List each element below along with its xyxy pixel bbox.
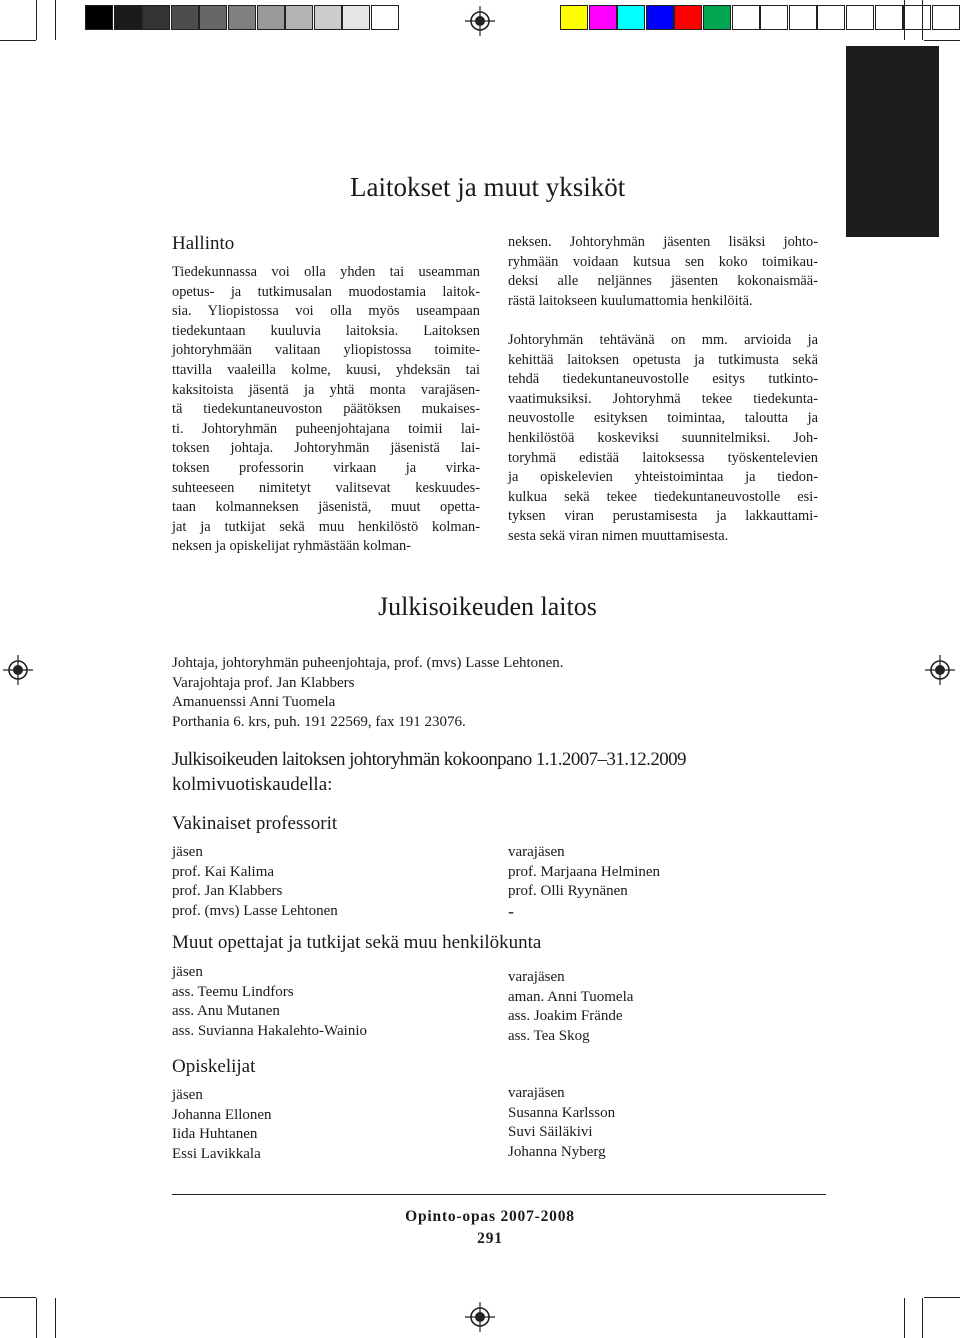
members-label: jäsen xyxy=(172,964,203,980)
deputies-label: varajäsen xyxy=(508,1085,565,1101)
group-professors-deputies xyxy=(508,843,660,922)
member-name: Essi Lavikkala xyxy=(172,1146,261,1163)
page-title: Laitokset ja muut yksiköt xyxy=(350,172,626,202)
board-heading-line-1: Julkisoikeuden laitoksen johtoryhmän kokoonpano 1.1.2007–31.12.2009 xyxy=(172,749,686,770)
registration-mark-icon xyxy=(465,6,495,36)
body-text-line: suhteeseen nimitetyt valitsevat keskuudes- xyxy=(172,479,480,496)
member-name: prof. Jan Klabbers xyxy=(172,883,283,900)
body-text-line: toryhmä edistää laitoksessa työskentelevien xyxy=(508,449,818,466)
group-heading-staff: Muut opettajat ja tutkijat sekä muu henkilökunta xyxy=(172,932,542,953)
body-text-line: sesta sekä viran nimen muuttamisesta. xyxy=(508,527,729,544)
body-text-line: Tiedekunnassa voi olla yhden tai useamman xyxy=(172,264,480,280)
deputy-name: - xyxy=(508,901,514,922)
body-text-line: sia. Yliopistossa voi olla myös useampaan xyxy=(172,303,480,320)
body-text-line: ja opiskelevien yhteistoimintaa ja tiedon- xyxy=(508,469,818,486)
color-swatch xyxy=(560,5,588,30)
hallinto-heading: Hallinto xyxy=(172,233,235,254)
member-name: prof. Kai Kalima xyxy=(172,863,275,880)
crop-mark xyxy=(924,1297,960,1298)
color-swatch xyxy=(875,5,903,30)
footer-publication: Opinto-opas 2007-2008 xyxy=(405,1208,575,1225)
right-column-paragraph-2 xyxy=(508,331,818,547)
deputy-name: Suvi Säiläkivi xyxy=(508,1124,593,1141)
registration-mark-icon xyxy=(925,655,955,685)
color-swatch xyxy=(732,5,760,30)
crop-mark xyxy=(924,40,960,41)
body-text-line: neksen ja opiskelijat ryhmästään kolman- xyxy=(172,538,411,555)
body-text-line: ttavilla vaaleilla kolme, kuusi, yhdeksän tai xyxy=(172,361,480,378)
crop-mark xyxy=(922,1298,923,1338)
body-text-line: tehdä tiedekuntaneuvostolle esitys tutkinto- xyxy=(508,371,818,388)
contact-line: Varajohtaja prof. Jan Klabbers xyxy=(172,674,355,691)
group-heading-professors: Vakinaiset professorit xyxy=(172,813,338,834)
crop-mark xyxy=(55,1298,56,1338)
color-swatch xyxy=(114,5,142,30)
deputy-name: aman. Anni Tuomela xyxy=(508,988,634,1005)
section-tab-marker xyxy=(846,46,939,237)
member-name: Iida Huhtanen xyxy=(172,1126,258,1143)
color-swatch xyxy=(199,5,227,30)
color-swatch xyxy=(674,5,702,30)
member-name: ass. Suvianna Hakalehto-Wainio xyxy=(172,1023,367,1040)
color-swatch xyxy=(171,5,199,30)
right-column-paragraph-1 xyxy=(508,233,818,311)
body-text-line: opetus- ja tutkimusalan muodostamia laitok- xyxy=(172,283,480,300)
body-text-line: henkilöstöä koskeviksi suunnitelmiksi. Joh- xyxy=(508,429,818,446)
body-text-line: ryhmään voidaan kutsua sen koko toimikau- xyxy=(508,253,818,270)
color-swatch xyxy=(142,5,170,30)
color-swatch xyxy=(589,5,617,30)
body-text-line: vaatimuksiksi. Johtoryhmä tekee tiedekunta- xyxy=(508,390,818,407)
registration-mark-icon xyxy=(3,655,33,685)
color-swatch xyxy=(703,5,731,30)
deputy-name: ass. Tea Skog xyxy=(508,1028,590,1045)
body-text-line: neksen. Johtoryhmän jäsenten lisäksi johto- xyxy=(508,234,818,250)
body-text-line: toksen johtaja. Johtoryhmän jäsenistä lai- xyxy=(172,440,480,457)
body-text-line: tiedekuntaan kuuluvia laitoksia. Laitoksen xyxy=(172,322,480,339)
contact-line: Johtaja, johtoryhmän puheenjohtaja, prof. (mvs) Lasse Lehtonen. xyxy=(172,655,564,671)
body-text-line: Johtoryhmän tehtävänä on mm. arvioida ja xyxy=(508,332,818,348)
deputies-label: varajäsen xyxy=(508,969,565,985)
body-text-line: kehittää laitoksen opetusta ja tutkimusta sekä xyxy=(508,351,818,368)
color-swatch xyxy=(646,5,674,30)
group-students-members xyxy=(172,1086,272,1165)
body-text-line: johtoryhmään valitaan yliopistossa toimite- xyxy=(172,342,480,359)
color-swatch xyxy=(257,5,285,30)
deputy-name: prof. Olli Ryynänen xyxy=(508,883,628,900)
group-staff-deputies xyxy=(508,968,633,1047)
color-swatch xyxy=(817,5,845,30)
deputy-name: Susanna Karlsson xyxy=(508,1104,616,1121)
contact-line: Amanuenssi Anni Tuomela xyxy=(172,694,336,711)
members-label: jäsen xyxy=(172,844,203,860)
left-column-text xyxy=(172,263,480,557)
registration-mark-icon xyxy=(465,1302,495,1332)
body-text-line: rästä laitokseen kuulumattomia henkilöitä. xyxy=(508,292,753,309)
deputy-name: prof. Marjaana Helminen xyxy=(508,863,661,880)
members-label: jäsen xyxy=(172,1087,203,1103)
color-swatch xyxy=(314,5,342,30)
deputy-name: ass. Joakim Frände xyxy=(508,1008,623,1025)
crop-mark xyxy=(904,0,905,40)
color-swatch xyxy=(371,5,399,30)
crop-mark xyxy=(0,40,36,41)
department-contact-info xyxy=(172,654,564,732)
board-heading xyxy=(172,747,686,797)
color-swatch xyxy=(846,5,874,30)
color-swatch xyxy=(932,5,960,30)
color-swatch xyxy=(228,5,256,30)
footer-divider xyxy=(172,1194,826,1195)
group-professors-members xyxy=(172,843,338,922)
group-staff-members xyxy=(172,963,367,1042)
body-text-line: ti. Johtoryhmän puheenjohtajana toimii lai- xyxy=(172,420,480,437)
body-text-line: kulkua sekä tekee tiedekuntaneuvostolle esi- xyxy=(508,488,818,505)
department-title: Julkisoikeuden laitos xyxy=(378,592,597,621)
body-text-line: neuvostolle esityksen toimintaa, taloutta ja xyxy=(508,410,818,427)
board-heading-line-2: kolmivuotiskaudella: xyxy=(172,774,333,795)
member-name: ass. Anu Mutanen xyxy=(172,1003,280,1020)
body-text-line: kaksitoista jäsentä ja yhtä monta varajäsen- xyxy=(172,381,480,398)
crop-mark xyxy=(36,0,37,40)
body-text-line: toksen professorin virkaan ja virka- xyxy=(172,459,480,476)
page-number: 291 xyxy=(477,1230,503,1247)
body-text-line: taan kolmanneksen jäsenistä, muut opetta- xyxy=(172,499,480,516)
body-text-line: tyksen viran perustamisesta ja lakkauttami- xyxy=(508,508,818,525)
group-students-deputies xyxy=(508,1084,615,1163)
crop-mark xyxy=(55,0,56,40)
color-swatch xyxy=(617,5,645,30)
deputies-label: varajäsen xyxy=(508,844,565,860)
member-name: Johanna Ellonen xyxy=(172,1106,272,1123)
crop-mark xyxy=(36,1298,37,1338)
body-text-line: deksi alle neljännes jäsenten kokonaismää- xyxy=(508,273,818,290)
member-name: prof. (mvs) Lasse Lehtonen xyxy=(172,903,338,920)
crop-mark xyxy=(0,1297,36,1298)
color-swatch xyxy=(789,5,817,30)
color-swatch xyxy=(342,5,370,30)
crop-mark xyxy=(922,0,923,40)
color-swatch xyxy=(285,5,313,30)
crop-mark xyxy=(904,1298,905,1338)
color-swatch xyxy=(760,5,788,30)
member-name: ass. Teemu Lindfors xyxy=(172,983,294,1000)
body-text-line: jat ja tutkijat sekä muu henkilöstö kolman- xyxy=(172,518,480,535)
contact-line: Porthania 6. krs, puh. 191 22569, fax 191 23076. xyxy=(172,713,466,730)
deputy-name: Johanna Nyberg xyxy=(508,1144,606,1161)
color-swatch xyxy=(85,5,113,30)
color-swatch xyxy=(903,5,931,30)
group-heading-students: Opiskelijat xyxy=(172,1056,256,1077)
body-text-line: tä tiedekuntaneuvoston päätöksen mukaises- xyxy=(172,401,480,418)
